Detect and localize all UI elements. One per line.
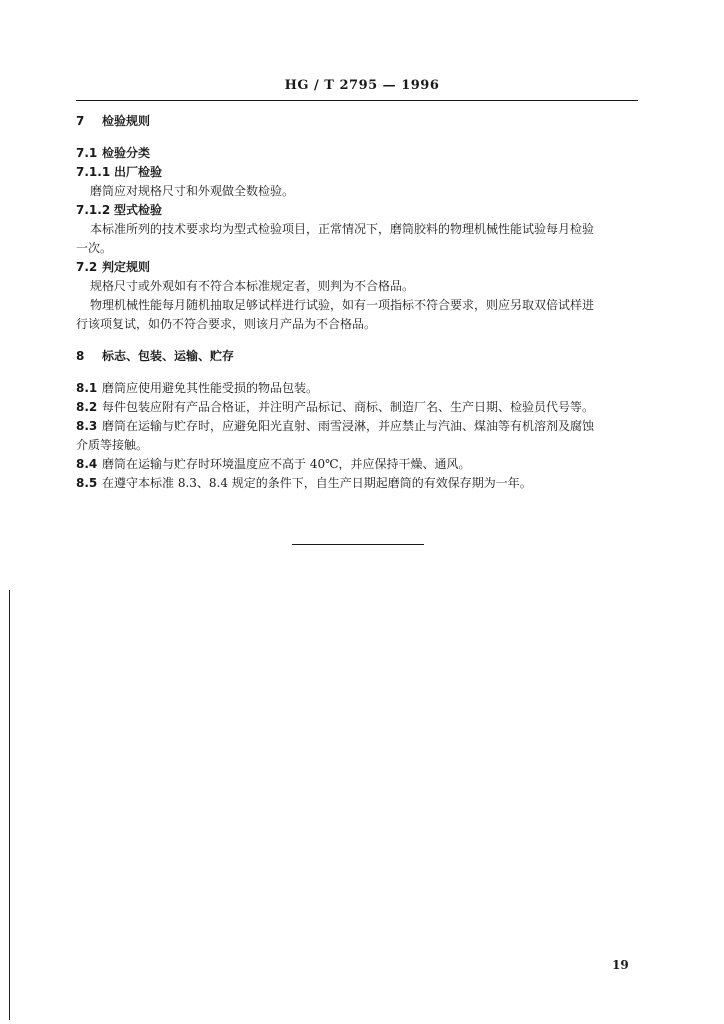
- clause-7-1-number: 7.1: [76, 146, 98, 160]
- clause-7-2-para2-line2: 行该项复试，如仍不符合要求，则该月产品为不合格品。: [76, 317, 377, 331]
- clause-8-1-text: 磨筒应使用避免其性能受损的物品包装。: [102, 381, 319, 395]
- clause-8-3-number: 8.3: [76, 419, 98, 433]
- clause-7-1-1-number: 7.1.1: [76, 165, 111, 179]
- clause-8-4-text: 磨筒在运输与贮存时环境温度应不高于 40℃，并应保持干燥、通风。: [102, 457, 471, 471]
- clause-7-1-2-title: 型式检验: [114, 203, 163, 217]
- section-7-number: 7: [76, 114, 85, 128]
- standard-code-header: HG / T 2795 — 1996: [284, 78, 440, 93]
- section-8-number: 8: [76, 349, 85, 363]
- clause-7-1-2-heading: [76, 201, 638, 220]
- clause-7-1-1-heading: [76, 163, 638, 182]
- clause-8-5-text: 在遵守本标准 8.3、8.4 规定的条件下，自生产日期起磨筒的有效保存期为一年。: [102, 476, 532, 490]
- clause-7-2-para1: 规格尺寸或外观如有不符合本标准规定者，则判为不合格品。: [90, 279, 415, 293]
- end-of-text-rule: [292, 544, 424, 545]
- document-body: [76, 112, 638, 493]
- section-7-heading: [76, 112, 638, 131]
- clause-8-1: [76, 379, 638, 398]
- clause-7-2-para2-line1: 物理机械性能每月随机抽取足够试样进行试验，如有一项指标不符合要求，则应另取双倍试样进: [90, 298, 595, 312]
- clause-8-4-number: 8.4: [76, 457, 98, 471]
- clause-7-1-2-text-line2: 一次。: [76, 241, 113, 255]
- section-8-title: 标志、包装、运输、贮存: [102, 349, 235, 363]
- clause-8-3-text-line1: 磨筒在运输与贮存时，应避免阳光直射、雨雪浸淋，并应禁止与汽油、煤油等有机溶剂及腐蚀: [102, 419, 595, 433]
- clause-8-5: [76, 474, 638, 493]
- clause-7-1-1-text: 磨筒应对规格尺寸和外观做全数检验。: [90, 184, 295, 198]
- clause-7-2-title: 判定规则: [102, 260, 151, 274]
- clause-7-1-2-number: 7.1.2: [76, 203, 111, 217]
- clause-7-1-title: 检验分类: [102, 146, 151, 160]
- clause-8-5-number: 8.5: [76, 476, 98, 490]
- clause-8-3: [76, 417, 638, 436]
- page-number: 19: [612, 958, 629, 972]
- clause-7-2-heading: [76, 258, 638, 277]
- clause-8-4: [76, 455, 638, 474]
- clause-7-1-2-text-line1: 本标准所列的技术要求均为型式检验项目，正常情况下，磨筒胶料的物理机械性能试验每月检验: [90, 222, 595, 236]
- clause-8-2: [76, 398, 638, 417]
- section-8-heading: [76, 347, 638, 366]
- clause-8-1-number: 8.1: [76, 381, 98, 395]
- clause-8-3-text-line2: 介质等接触。: [76, 438, 149, 452]
- clause-8-2-number: 8.2: [76, 400, 98, 414]
- clause-7-2-number: 7.2: [76, 260, 98, 274]
- clause-7-1-1-title: 出厂检验: [114, 165, 163, 179]
- header-rule: [76, 100, 638, 101]
- clause-7-1-heading: [76, 144, 638, 163]
- clause-8-2-text: 每件包装应附有产品合格证，并注明产品标记、商标、制造厂名、生产日期、检验员代号等。: [102, 400, 595, 414]
- section-7-title: 检验规则: [102, 114, 151, 128]
- scan-edge-line: [9, 590, 10, 1020]
